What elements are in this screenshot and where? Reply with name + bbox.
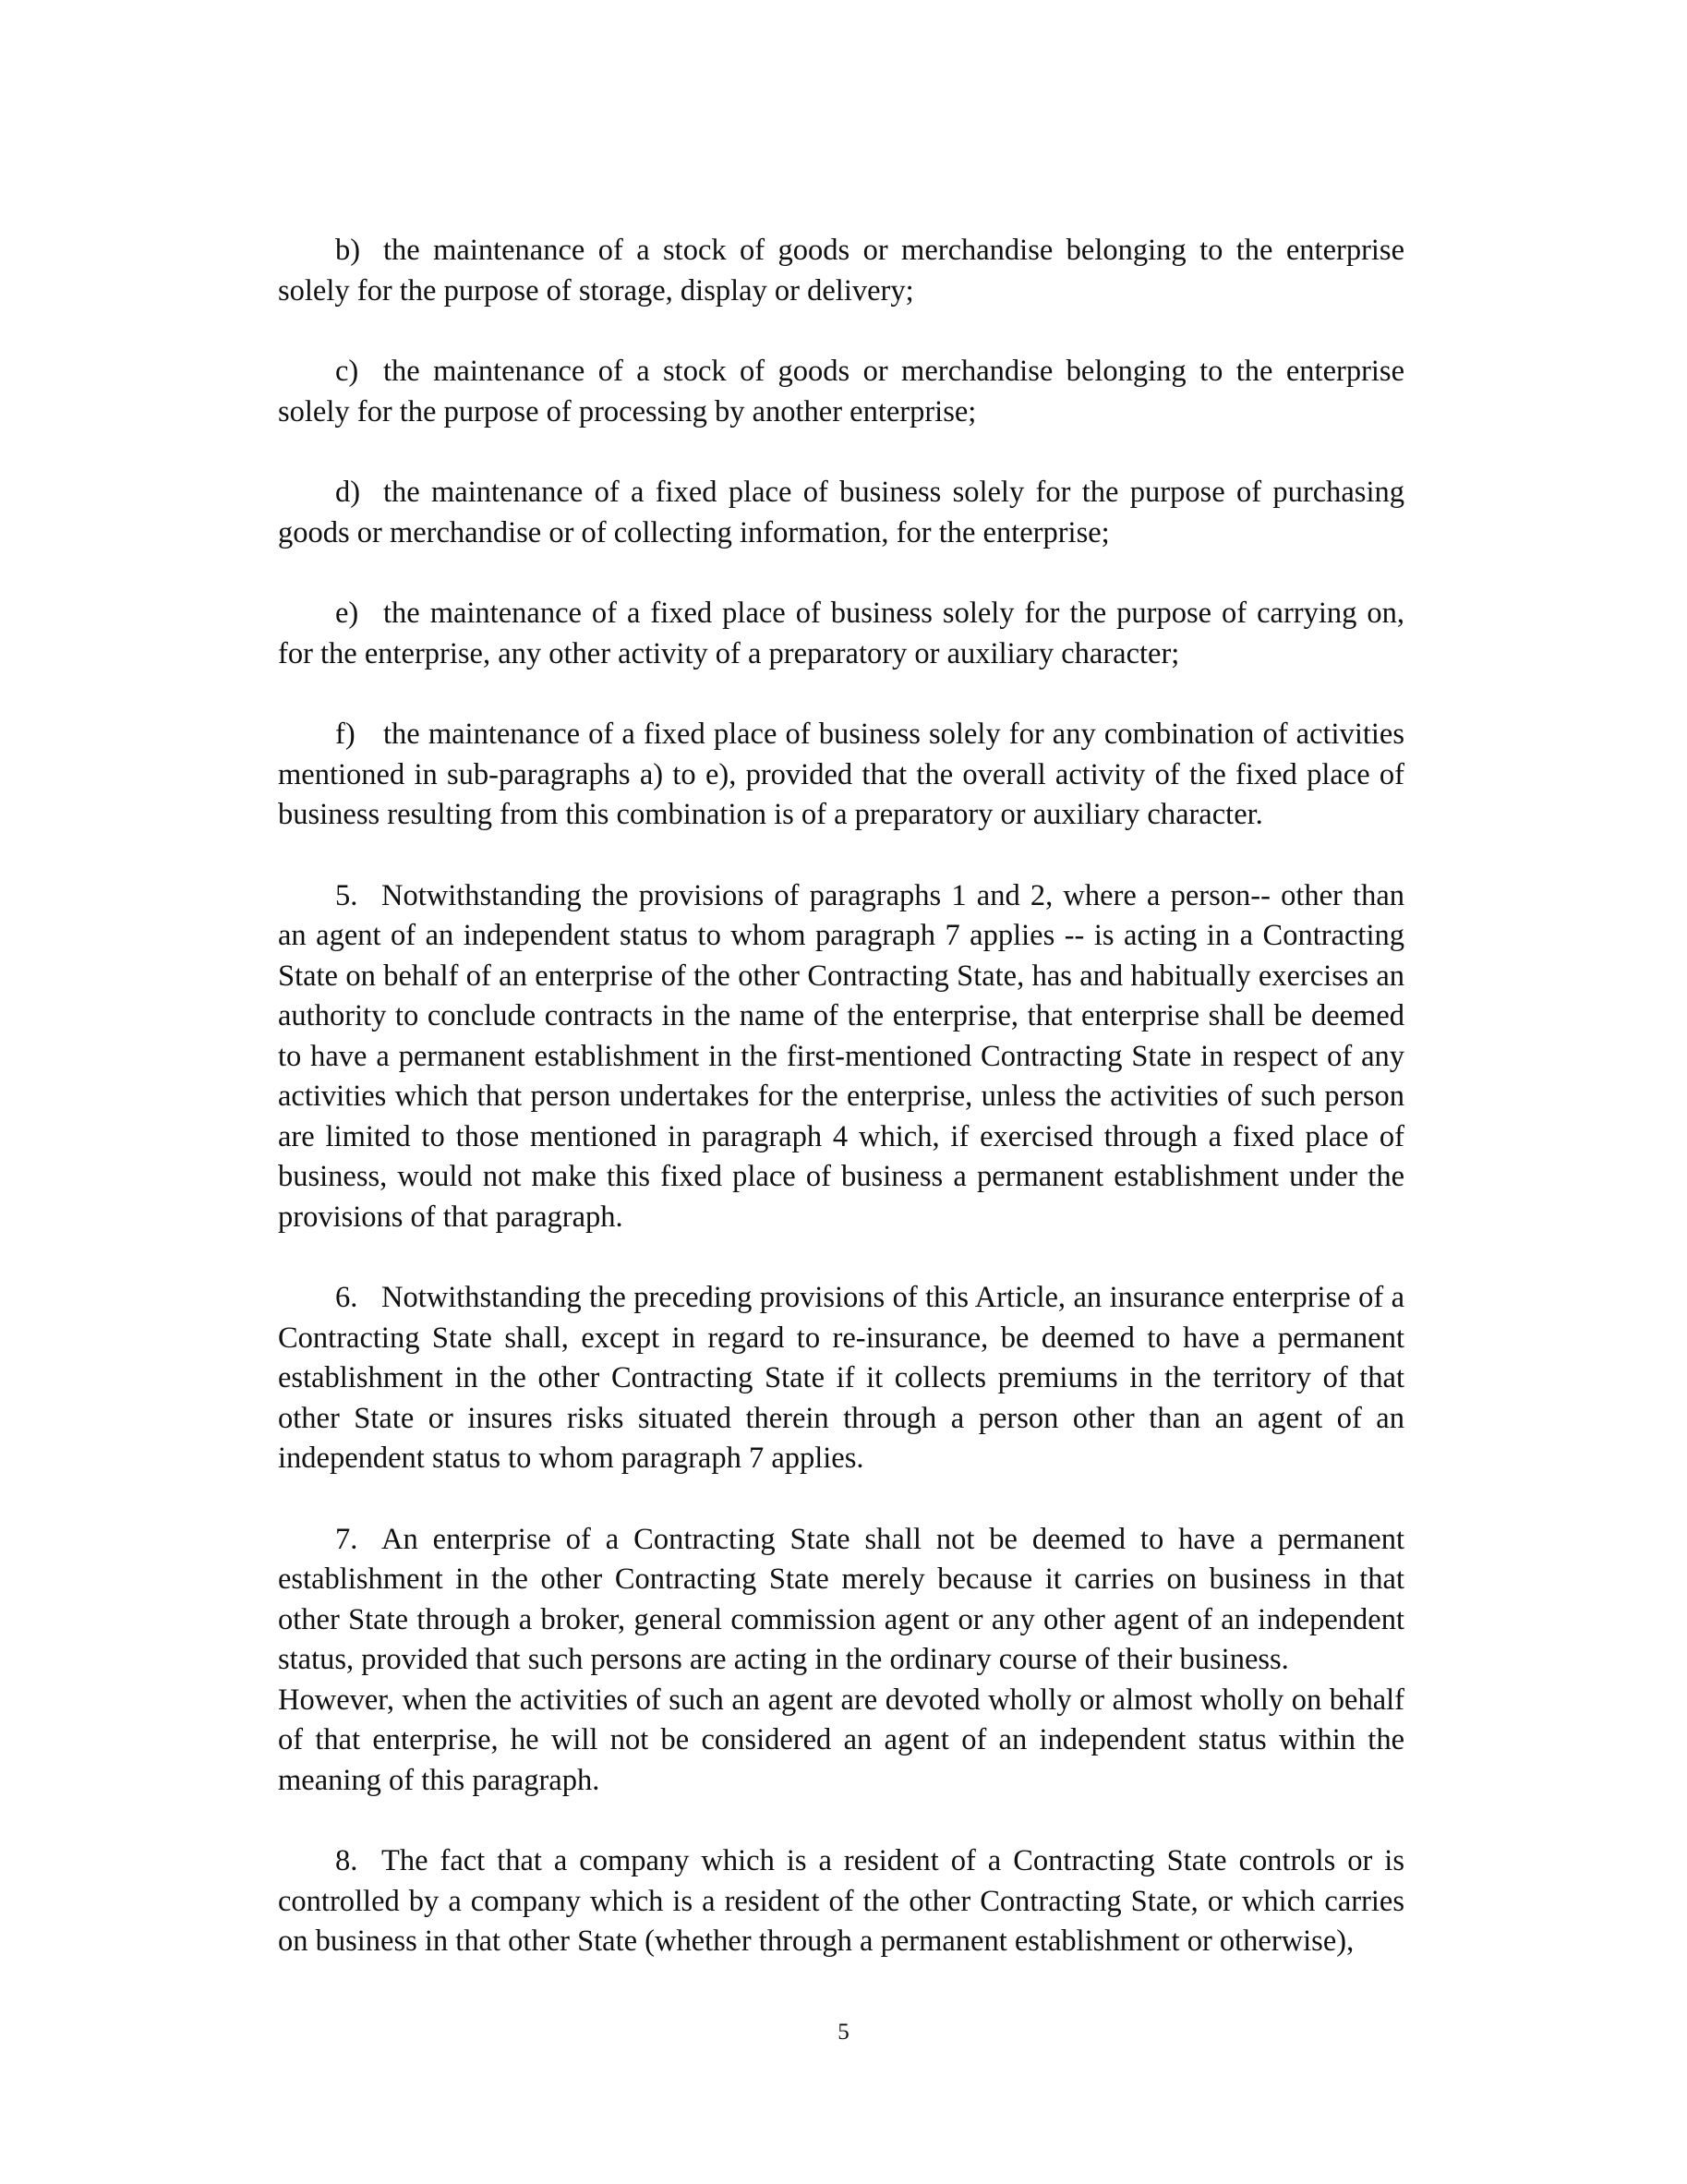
document-body: [278, 231, 1404, 2003]
paragraph-text: the maintenance of a fixed place of business solely for the purpose of purchasing goods or merchandise or of collecting information, for the enterprise;: [278, 476, 1404, 549]
paragraph-d: [278, 473, 1404, 553]
paragraph-text: An enterprise of a Contracting State shall not be deemed to have a permanent establishment in the other Contracting State merely because it carries on business in that other State through a broker, general commission agent or any other agent of an independent status, provided that such persons are acting in the ordinary course of their business.: [278, 1522, 1404, 1676]
paragraph-label: d): [335, 476, 361, 509]
paragraph-text: the maintenance of a fixed place of business solely for any combination of activities mentioned in sub-paragraphs a) to e), provided that the overall activity of the fixed place of business resulting from this combination is of a preparatory or auxiliary character.: [278, 718, 1404, 831]
paragraph-e: [278, 594, 1404, 674]
paragraph-label: e): [335, 597, 359, 630]
paragraph-label: 8.: [335, 1844, 358, 1877]
paragraph-6: [278, 1278, 1404, 1479]
paragraph-label: 6.: [335, 1281, 358, 1314]
paragraph-text: Notwithstanding the preceding provisions of this Article, an insurance enterprise of a Contracting State shall, except in regard to re-insurance, be deemed to have a permanent establishment in the other Contracting State if it collects premiums in the territory of that other State or insures risks situated therein through a person other than an agent of an independent status to whom paragraph 7 applies.: [278, 1281, 1404, 1475]
paragraph-5: [278, 876, 1404, 1238]
paragraph-label: 5.: [335, 878, 358, 912]
paragraph-text: the maintenance of a fixed place of business solely for the purpose of carrying on, for the enterprise, any other activity of a preparatory or auxiliary character;: [278, 597, 1404, 670]
paragraph-label: c): [335, 355, 359, 388]
paragraph-c: [278, 352, 1404, 432]
paragraph-b: [278, 231, 1404, 311]
paragraph-continuation: However, when the activities of such an agent are devoted wholly or almost wholly on behalf of that enterprise, he will not be considered an agent of an independent status within the meaning of this paragraph.: [278, 1683, 1404, 1797]
paragraph-8: [278, 1841, 1404, 1962]
paragraph-text: the maintenance of a stock of goods or merchandise belonging to the enterprise solely for the purpose of storage, display or delivery;: [278, 234, 1404, 308]
paragraph-label: b): [335, 234, 361, 267]
paragraph-text: Notwithstanding the provisions of paragraphs 1 and 2, where a person-- other than an agent of an independent status to whom paragraph 7 applies -- is acting in a Contracting State on behalf of an enterprise of the other Contracting State, has and habitually exercises an authority to conclude contracts in the name of the enterprise, that enterprise shall be deemed to have a permanent establishment in the first-mentioned Contracting State in respect of any activities which that person undertakes for the enterprise, unless the activities of such person are limited to those mentioned in paragraph 4 which, if exercised through a fixed place of business, would not make this fixed place of business a permanent establishment under the provisions of that paragraph.: [278, 878, 1404, 1234]
paragraph-label: 7.: [335, 1522, 358, 1556]
paragraph-7: [278, 1520, 1404, 1802]
paragraph-text: the maintenance of a stock of goods or merchandise belonging to the enterprise solely for the purpose of processing by another enterprise;: [278, 355, 1404, 428]
page-number: 5: [837, 2020, 850, 2045]
paragraph-text: The fact that a company which is a resident of a Contracting State controls or is controlled by a company which is a resident of the other Contracting State, or which carries on business in that other State (whether through a permanent establishment or otherwise),: [278, 1844, 1404, 1958]
paragraph-f: [278, 715, 1404, 836]
paragraph-label: f): [335, 718, 355, 751]
